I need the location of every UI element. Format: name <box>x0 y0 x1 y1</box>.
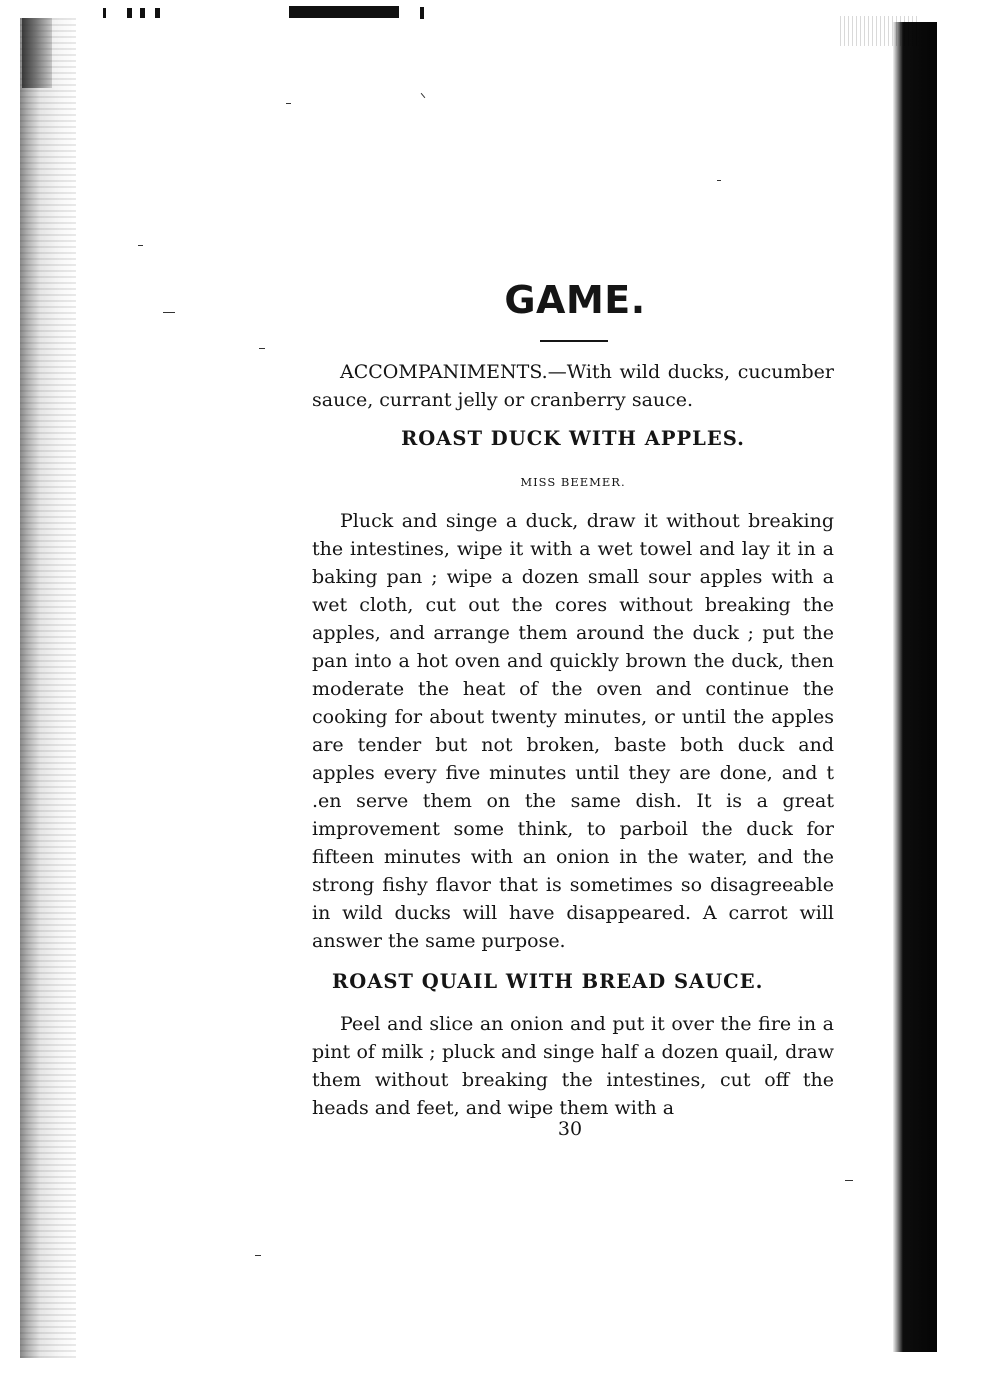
scan-speck <box>286 103 291 104</box>
recipe-heading-roast-quail <box>312 970 834 993</box>
scan-top-mark <box>140 8 145 18</box>
scan-speck <box>138 245 143 246</box>
page-number: 30 <box>557 1118 583 1140</box>
scan-top-mark <box>103 8 106 18</box>
scan-top-mark <box>155 8 160 18</box>
recipe-attribution: MISS BEEMER. <box>520 475 626 489</box>
scan-speck <box>259 348 265 349</box>
page-title: GAME. <box>504 278 646 322</box>
scan-speck <box>717 180 721 181</box>
recipe-heading-roast-quail-text: ROAST QUAIL WITH BREAD SAUCE. <box>332 970 764 993</box>
scan-top-mark <box>127 8 132 18</box>
title-rule <box>540 340 608 342</box>
scan-binding-shadow <box>20 18 76 1358</box>
accompaniments-text: —With wild ducks, cucumber sauce, currant jelly or cranberry sauce. <box>312 361 834 411</box>
scan-speck <box>421 93 426 98</box>
scan-right-edge-shadow <box>893 22 937 1352</box>
recipe-heading-roast-duck: ROAST DUCK WITH APPLES. <box>401 427 745 450</box>
scan-top-mark <box>289 6 399 18</box>
accompaniments-paragraph <box>312 358 834 414</box>
scan-speck <box>163 312 175 313</box>
scan-right-edge-noise <box>840 16 920 46</box>
accompaniments-label: ACCOMPANIMENTS. <box>340 361 548 383</box>
scan-binding-dark-corner <box>22 18 52 88</box>
scan-top-mark <box>420 7 424 19</box>
recipe-body-roast-quail: Peel and slice an onion and put it over the fire in a pint of milk ; pluck and singe half a dozen quail, draw them without breaking the intestines, cut off the heads and feet, and wipe them with a <box>312 1013 834 1119</box>
scan-speck <box>255 1255 261 1256</box>
scan-speck <box>845 1180 853 1181</box>
recipe-body-roast-duck: Pluck and singe a duck, draw it without breaking the intestines, wipe it with a wet towel and lay it in a baking pan ; wipe a dozen small sour apples with a wet cloth, cut out the cores without breaking the apples, and arrange them around the duck ; put the pan into a hot oven and quickly brown the duck, then moderate the heat of the oven and continue the cooking for about twenty minutes, or until the apples are tender but not broken, baste both duck and apples every five minutes until they are done, and t .en serve them on the same dish. It is a great improvement some think, to parboil the duck for fifteen minutes with an onion in the water, and the strong fishy flavor that is sometimes so disagreeable in wild ducks will have disappeared. A carrot will answer the same purpose. <box>312 510 834 952</box>
